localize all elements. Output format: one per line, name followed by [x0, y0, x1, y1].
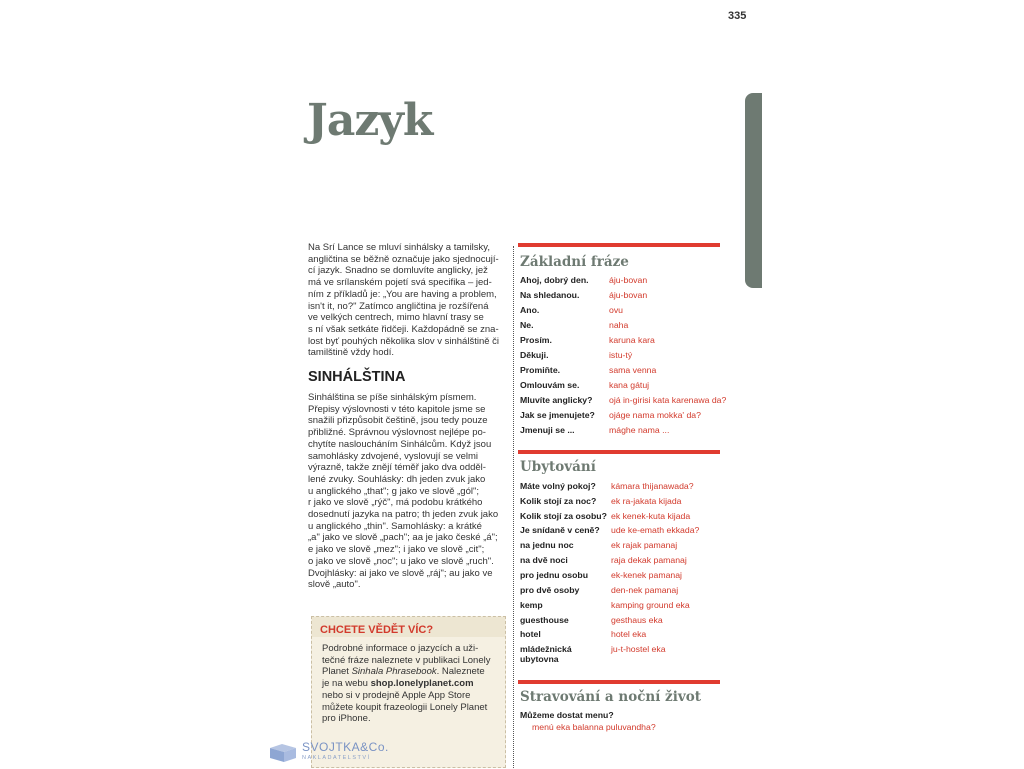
sinhala-line: u anglického „thin". Samohlásky: a krátké: [308, 520, 482, 532]
page-number: 335: [728, 10, 747, 22]
shop-link[interactable]: shop.lonelyplanet.com: [370, 678, 474, 690]
food-question: Můžeme dostat menu?: [520, 710, 614, 720]
more-info-line: nebo si v prodejně Apple App Store: [322, 689, 471, 701]
food-answer: menú eka balanna puluvandha?: [532, 722, 656, 732]
logo-text: SVOJTKA&Co.: [302, 740, 389, 754]
logo-subtext: NAKLADATELSTVÍ: [302, 755, 371, 761]
intro-line: cí jazyk. Snadno se domluvíte anglicky, jež: [308, 265, 488, 277]
sinhala-line: slově „auto".: [308, 579, 361, 591]
accommodation-heading: Ubytování: [520, 459, 596, 475]
sinhala-line: o jako ve slově „noc"; u jako ve slově „ruch".: [308, 555, 494, 567]
sinhala-line: Dvojhlásky: ai jako ve slově „ráj"; au jako ve: [308, 567, 493, 579]
sinhala-line: přibližné. Správnou výslovnost nejlépe po-: [308, 427, 486, 439]
section-bar: [518, 680, 720, 684]
more-info-line: je na webu shop.lonelyplanet.com: [322, 678, 474, 690]
more-info-line: Planet Sinhala Phrasebook. Naleznete: [322, 666, 485, 678]
sinhala-line: chytíte nasloucháním Sinhálcům. Když jsou: [308, 438, 492, 450]
sinhala-line: Sinhálština se píše sinhálským písmem.: [308, 392, 477, 403]
intro-line: tamilštině vždy hodí.: [308, 347, 395, 359]
sinhala-line: e jako ve slově „mez"; i jako ve slově „cit";: [308, 544, 485, 556]
section-bar: [518, 243, 720, 247]
sinhala-paragraph: [308, 392, 511, 591]
intro-line: ním z příkladů je: „You are having a problem,: [308, 288, 497, 300]
sinhala-line: výrazně, takže znějí téměř jako dva odděl-: [308, 462, 486, 474]
food-heading: Stravování a noční život: [520, 689, 701, 705]
chapter-tab: [745, 93, 762, 288]
sinhala-line: Přepisy výslovnosti v této kapitole jsme se: [308, 403, 486, 415]
intro-line: s ní však setkáte řidčeji. Každopádně se zna-: [308, 323, 499, 335]
intro-paragraph: [308, 242, 511, 359]
sinhala-line: r jako ve slově „rýč", má podobu krátkého: [308, 497, 483, 509]
more-info-text: [312, 637, 505, 725]
publisher-logo: [268, 740, 403, 766]
sinhala-line: samohlásky zdvojené, vyslovují se velmi: [308, 450, 479, 462]
more-info-title: CHCETE VĚDĚT VÍC?: [312, 617, 505, 637]
sinhala-line: „a" jako ve slově „pach"; aa je jako české „á";: [308, 532, 498, 544]
phrasebook-title: Sinhala Phrasebook: [351, 666, 437, 678]
more-info-line: Podrobné informace o jazycích a uži-: [322, 643, 479, 654]
more-info-line: tečné fráze naleznete v publikaci Lonely: [322, 654, 491, 666]
page-title: Jazyk: [307, 95, 433, 146]
column-divider: [513, 246, 514, 768]
book-icon: [268, 740, 298, 764]
sinhala-line: lené zvuky. Souhlásky: dh jeden zvuk jako: [308, 473, 486, 485]
intro-line: isn't it, no?" Zatímco angličtina je rozšířená: [308, 300, 489, 312]
intro-line: angličtina se běžně označuje jako sjednocují-: [308, 253, 499, 265]
section-bar: [518, 450, 720, 454]
basic-phrases-heading: Základní fráze: [520, 254, 629, 270]
sinhala-line: dosednutí jazyka na patro; th jeden zvuk jako: [308, 509, 499, 521]
intro-line: lost byť pouhých několika slov v sinhálštině či: [308, 335, 500, 347]
intro-line: má ve srílanském pojetí svá specifika – jed-: [308, 277, 492, 289]
sinhala-line: snažili přizpůsobit češtině, jsou tedy pouze: [308, 415, 488, 427]
more-info-line: pro iPhone.: [322, 713, 371, 725]
section-heading-sinhala: SINHÁLŠTINA: [308, 369, 406, 385]
intro-line: ve velkých centrech, mimo hlavní trasy se: [308, 312, 484, 324]
more-info-line: můžete koupit frazeologii Lonely Planet: [322, 701, 488, 713]
sinhala-line: u anglického „that"; g jako ve slově „gól";: [308, 485, 479, 497]
intro-line: Na Srí Lance se mluví sinhálsky a tamilsky,: [308, 242, 490, 253]
